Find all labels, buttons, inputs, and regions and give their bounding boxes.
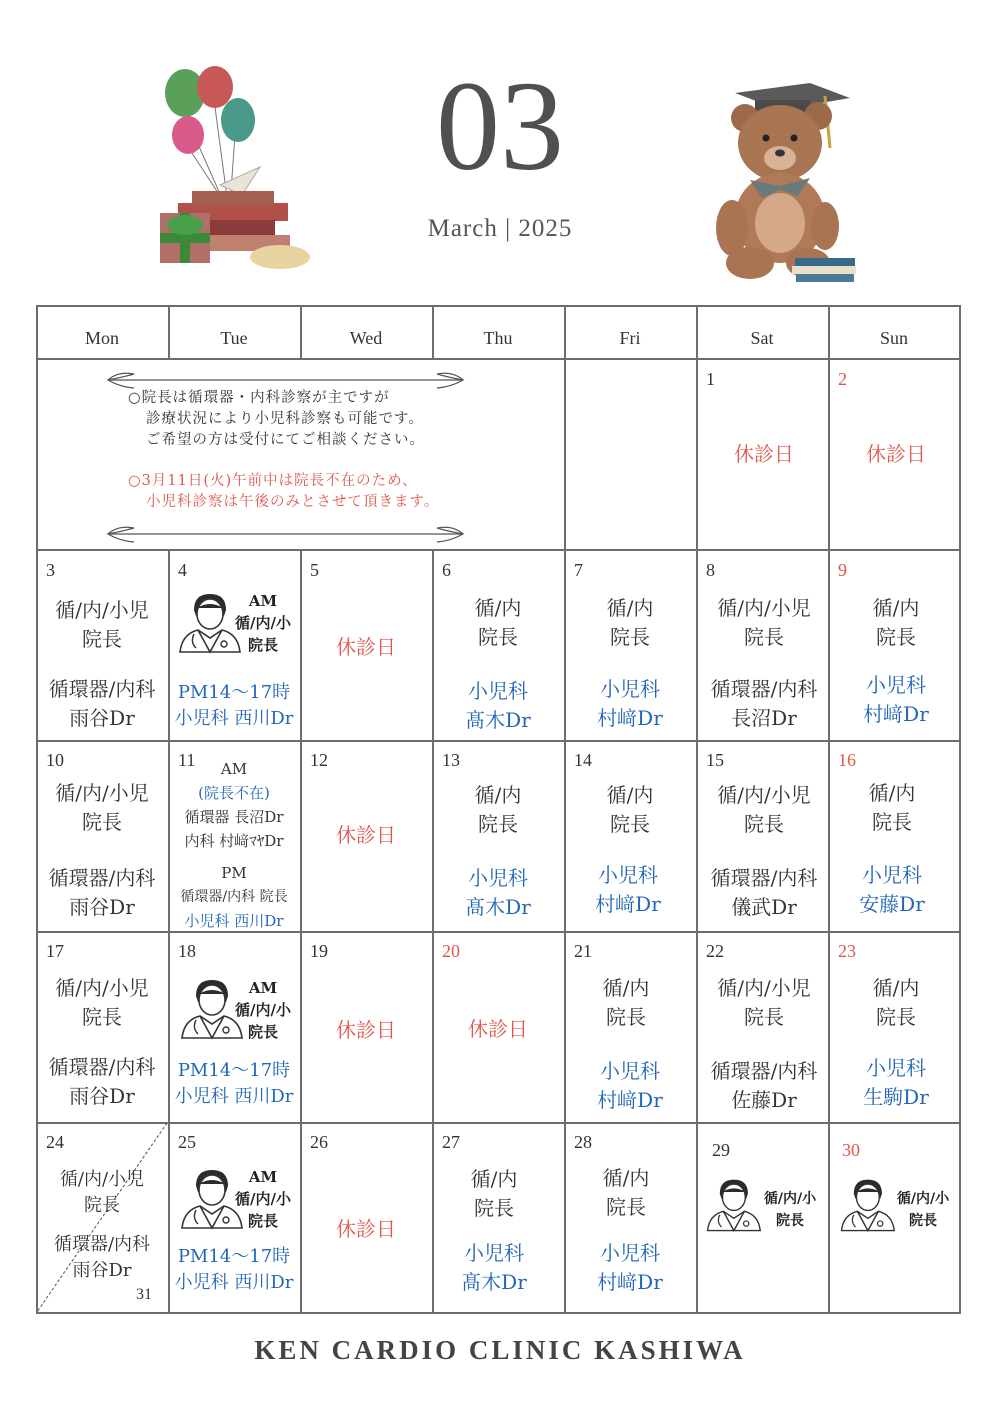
grid-line	[36, 549, 961, 551]
schedule-text	[428, 1239, 560, 1297]
closed-label: 休診日	[336, 635, 396, 659]
am-dept: 循/内/小	[235, 1190, 291, 1208]
doctor-line: 髙木Dr	[465, 708, 531, 732]
doctor-line: 髙木Dr	[461, 1270, 527, 1294]
teddy-bear-illustration	[700, 78, 860, 288]
weekday-tue: Tue	[220, 328, 248, 348]
schedule-text	[564, 675, 696, 733]
doctor-line: 院長	[82, 1005, 122, 1029]
closed-label: 休診日	[468, 1017, 528, 1041]
doctor-line: 院長	[744, 1005, 784, 1029]
dept-line: 小児科	[866, 1056, 926, 1080]
doctor-line: 院長	[744, 625, 784, 649]
pm-doctor: 小児科 西川Dr	[174, 708, 294, 730]
schedule-text	[36, 596, 168, 654]
day-20: 20	[442, 941, 460, 961]
day-15: 15	[706, 750, 724, 770]
dept-line: 循環器/内科	[48, 866, 156, 890]
dept-line: 循/内	[474, 596, 522, 620]
dept-line: 循環器/内科	[53, 1234, 151, 1255]
dept-line: 小児科	[464, 1241, 524, 1265]
dept-line: 循/内/小児	[717, 596, 811, 620]
month-number: 03	[436, 55, 564, 197]
notice-line-3: ご希望の方は受付にてご相談ください。	[146, 432, 425, 448]
doctor-line: 生駒Dr	[863, 1085, 929, 1109]
dept-line: 小児科	[600, 677, 660, 701]
weekday-sun: Sun	[879, 328, 908, 348]
dept-line: 循環器/内科	[48, 1055, 156, 1079]
schedule-text	[36, 974, 168, 1032]
schedule-text	[432, 864, 564, 922]
notice-line-2: 診療状況により小児科診察も可能です。	[146, 411, 424, 427]
pm-block	[168, 680, 300, 732]
closed-label: 休診日	[866, 442, 926, 466]
dept-line: 小児科	[468, 866, 528, 890]
schedule-text	[36, 779, 168, 837]
closed-label: 休診日	[734, 442, 794, 466]
day-29: 29	[712, 1140, 730, 1160]
doctor-line: 佐藤Dr	[731, 1088, 797, 1112]
day-12: 12	[310, 750, 328, 770]
notice-line-4: ○3月11日(火)午前中は院長不在のため、	[128, 473, 418, 489]
weekday-wed: Wed	[349, 328, 383, 348]
weekday-thu: Thu	[483, 328, 513, 348]
doctor-line: 村﨑Dr	[597, 706, 663, 730]
schedule-text	[826, 779, 958, 837]
day-1: 1	[706, 369, 715, 389]
schedule-text	[564, 1239, 696, 1297]
day-14: 14	[574, 750, 592, 770]
schedule-text	[560, 974, 692, 1032]
doctor-line: 髙木Dr	[465, 895, 531, 919]
dept-line: 循/内	[606, 596, 654, 620]
schedule-text	[36, 1167, 168, 1219]
doctor-line: 院長	[909, 1213, 937, 1229]
doctor-line: 院長	[876, 1005, 916, 1029]
doctor-line: 院長	[474, 1196, 514, 1220]
schedule-text	[564, 1057, 696, 1115]
day-5: 5	[310, 560, 319, 580]
notice-box	[128, 388, 488, 513]
dept-line: 循/内	[602, 1166, 650, 1190]
notice-line-5: 小児科診察は午後のみとさせて頂きます。	[146, 494, 440, 510]
doctor-line: 儀武Dr	[731, 895, 797, 919]
schedule-text	[432, 781, 564, 839]
day-11: 11	[178, 750, 196, 770]
notice-line-1: ○院長は循環器・内科診察が主ですが	[128, 390, 390, 406]
doctor-line: 院長	[82, 810, 122, 834]
dept-line: 循環器/内科	[710, 866, 818, 890]
dept-line: 循/内	[602, 976, 650, 1000]
day-24: 24	[46, 1132, 64, 1152]
dept-line: 循/内	[606, 783, 654, 807]
doctor-line: 院長	[606, 1195, 646, 1219]
dept-line: 小児科	[862, 863, 922, 887]
day11-schedule	[168, 757, 300, 933]
closed-label: 休診日	[336, 823, 396, 847]
grid-line	[36, 1122, 961, 1124]
weekday-fri: Fri	[619, 328, 641, 348]
grid-line	[300, 549, 302, 1314]
am-label: AM	[220, 760, 248, 778]
month-label: March | 2025	[427, 215, 573, 242]
dept-line: 循/内/小児	[717, 783, 811, 807]
grid-line	[36, 1312, 961, 1314]
dept-line: 小児科	[600, 1059, 660, 1083]
schedule-text	[428, 1165, 560, 1223]
schedule-text	[698, 864, 830, 922]
am-label: AM	[248, 1168, 278, 1186]
clinic-name: KEN CARDIO CLINIC KASHIWA	[254, 1335, 746, 1365]
doctor-line: 院長	[478, 812, 518, 836]
dept-line: 小児科	[600, 1241, 660, 1265]
schedule-text	[36, 1053, 168, 1111]
doctor-line: 院長	[606, 1005, 646, 1029]
doctor-line: 院長	[478, 625, 518, 649]
schedule-text	[562, 861, 694, 919]
day-23: 23	[838, 941, 856, 961]
schedule-text	[36, 864, 168, 922]
day-6: 6	[442, 560, 451, 580]
dept-line: 循/内/小	[896, 1191, 950, 1207]
weekday-mon: Mon	[84, 328, 119, 348]
doctor-line: 雨谷Dr	[69, 706, 135, 730]
doctor-line: 院長	[744, 812, 784, 836]
schedule-text	[830, 594, 962, 652]
dept-line: 循/内/小児	[717, 976, 811, 1000]
dept-line: 小児科	[598, 863, 658, 887]
day-4: 4	[178, 560, 187, 580]
day-27: 27	[442, 1132, 460, 1152]
doctor-block	[752, 1188, 828, 1232]
doctor-line: 院長	[610, 625, 650, 649]
absent-note: (院長不在)	[198, 784, 270, 802]
doctor-line: 村﨑Dr	[597, 1270, 663, 1294]
schedule-text	[830, 1054, 962, 1112]
doctor-line: 院長	[776, 1213, 804, 1229]
doctor-line: 雨谷Dr	[69, 895, 135, 919]
day-19: 19	[310, 941, 328, 961]
day-21: 21	[574, 941, 592, 961]
day-17: 17	[46, 941, 64, 961]
dept-line: 循/内/小児	[55, 781, 149, 805]
day-3: 3	[46, 560, 55, 580]
grid-line	[36, 740, 961, 742]
doctor-line: 村﨑Dr	[595, 892, 661, 916]
day-16: 16	[838, 750, 856, 770]
am-label: AM	[248, 592, 278, 610]
dept-line: 循/内	[872, 596, 920, 620]
am-line-2: 内科 村﨑ﾏﾔDr	[184, 832, 284, 850]
doctor-line: 院長	[876, 625, 916, 649]
dept-line: 小児科	[468, 679, 528, 703]
pm-block	[168, 1058, 300, 1110]
weekday-sat: Sat	[750, 328, 774, 348]
dept-line: 循環器/内科	[710, 1059, 818, 1083]
pm-line-2: 小児科 西川Dr	[184, 912, 284, 930]
am-doctor: 院長	[247, 636, 278, 654]
balloons-books-illustration	[150, 65, 320, 280]
doctor-line: 雨谷Dr	[69, 1084, 135, 1108]
am-block	[228, 977, 298, 1043]
day-13: 13	[442, 750, 460, 770]
day-7: 7	[574, 560, 583, 580]
pm-time: PM14～17時	[177, 682, 291, 703]
dept-line: 循/内/小	[763, 1191, 817, 1207]
day-22: 22	[706, 941, 724, 961]
dept-line: 循/内	[470, 1167, 518, 1191]
schedule-text	[564, 781, 696, 839]
day-18: 18	[178, 941, 196, 961]
doctor-line: 村﨑Dr	[597, 1088, 663, 1112]
schedule-text	[698, 675, 830, 733]
day-8: 8	[706, 560, 715, 580]
schedule-text	[432, 594, 564, 652]
closed-label: 休診日	[336, 1018, 396, 1042]
am-doctor: 院長	[247, 1212, 278, 1230]
dept-line: 循/内	[474, 783, 522, 807]
schedule-text	[698, 1057, 830, 1115]
doctor-line: 長沼Dr	[731, 706, 797, 730]
am-dept: 循/内/小	[235, 614, 291, 632]
pm-time: PM14～17時	[177, 1060, 291, 1081]
am-dept: 循/内/小	[235, 1001, 291, 1019]
day-2: 2	[838, 369, 847, 389]
pm-block	[168, 1244, 300, 1296]
closed-label: 休診日	[336, 1217, 396, 1241]
schedule-text	[698, 781, 830, 839]
day-30: 30	[842, 1140, 860, 1160]
dept-line: 循/内/小児	[55, 598, 149, 622]
schedule-text	[698, 974, 830, 1032]
doctor-line: 院長	[610, 812, 650, 836]
dept-line: 循/内/小児	[55, 976, 149, 1000]
dept-line: 循/内/小児	[59, 1169, 145, 1190]
schedule-text	[830, 671, 962, 729]
pm-line-1: 循環器/内科 院長	[180, 889, 288, 905]
day-28: 28	[574, 1132, 592, 1152]
doctor-line: 院長	[872, 810, 912, 834]
dept-line: 循環器/内科	[48, 677, 156, 701]
schedule-text	[36, 675, 168, 733]
ornament-bottom	[88, 522, 483, 546]
schedule-text	[564, 594, 696, 652]
day-9: 9	[838, 560, 847, 580]
doctor-block	[886, 1188, 960, 1232]
day-25: 25	[178, 1132, 196, 1152]
dept-line: 小児科	[866, 673, 926, 697]
pm-time: PM14～17時	[177, 1246, 291, 1267]
am-label: AM	[248, 979, 278, 997]
doctor-line: 雨谷Dr	[72, 1260, 132, 1282]
am-doctor: 院長	[247, 1023, 278, 1041]
pm-doctor: 小児科 西川Dr	[174, 1086, 294, 1108]
am-line-1: 循環器 長沼Dr	[184, 808, 284, 826]
schedule-text	[826, 861, 958, 919]
schedule-text	[698, 594, 830, 652]
am-block	[228, 1166, 298, 1232]
day-10: 10	[46, 750, 64, 770]
dept-line: 循/内	[872, 976, 920, 1000]
doctor-line: 院長	[84, 1195, 120, 1217]
am-block	[228, 590, 298, 656]
schedule-text	[830, 974, 962, 1032]
pm-doctor: 小児科 西川Dr	[174, 1272, 294, 1294]
dept-line: 循環器/内科	[710, 677, 818, 701]
doctor-line: 村﨑Dr	[863, 702, 929, 726]
doctor-line: 安藤Dr	[859, 892, 925, 916]
dept-line: 循/内	[868, 781, 916, 805]
day-26: 26	[310, 1132, 328, 1152]
doctor-line: 院長	[82, 627, 122, 651]
day-31: 31	[136, 1286, 152, 1303]
schedule-text	[560, 1164, 692, 1222]
schedule-text	[432, 677, 564, 735]
schedule-text	[36, 1232, 168, 1284]
pm-label: PM	[221, 864, 247, 882]
